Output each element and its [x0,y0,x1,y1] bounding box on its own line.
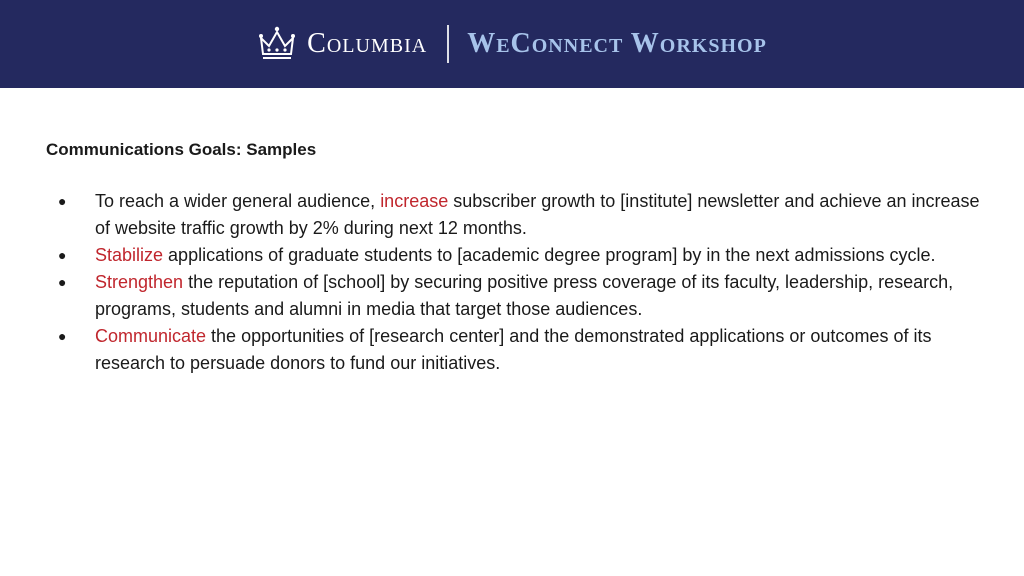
list-item [46,323,986,377]
list-item [46,242,986,269]
goal-verb: Stabilize [95,245,164,265]
goal-verb: increase [380,191,449,211]
goal-text: subscriber growth to [institute] newsletter and achieve an increase of website traffic growth by 2% during next 12 months. [95,191,980,238]
header-banner [0,0,1024,88]
goal-text: applications of graduate students to [academic degree program] by in the next admissions cycle. [163,245,936,265]
workshop-title: WeConnect Workshop [467,28,767,59]
bullet-icon: ● [58,274,67,290]
bullet-icon: ● [58,328,67,344]
list-item [46,188,986,242]
crown-icon [257,24,297,64]
slide-content [46,140,986,377]
bullet-icon: ● [58,247,67,263]
goal-verb: Strengthen [95,272,184,292]
slide-heading: Communications Goals: Samples [46,140,317,159]
goal-text: the reputation of [school] by securing positive press coverage of its faculty, leadership, research, programs, students and alumni in media that target those audiences. [95,272,954,319]
brand-name: Columbia [307,28,428,59]
goal-verb: Communicate [95,326,207,346]
bullet-icon: ● [58,193,67,209]
logo-group [257,24,427,64]
goal-prefix: To reach a wider general audience, [95,191,381,211]
list-item [46,269,986,323]
goals-list [46,188,986,377]
goal-text: the opportunities of [research center] and the demonstrated applications or outcomes of its research to persuade donors to fund our initiatives. [95,326,932,373]
header-divider [447,25,449,63]
